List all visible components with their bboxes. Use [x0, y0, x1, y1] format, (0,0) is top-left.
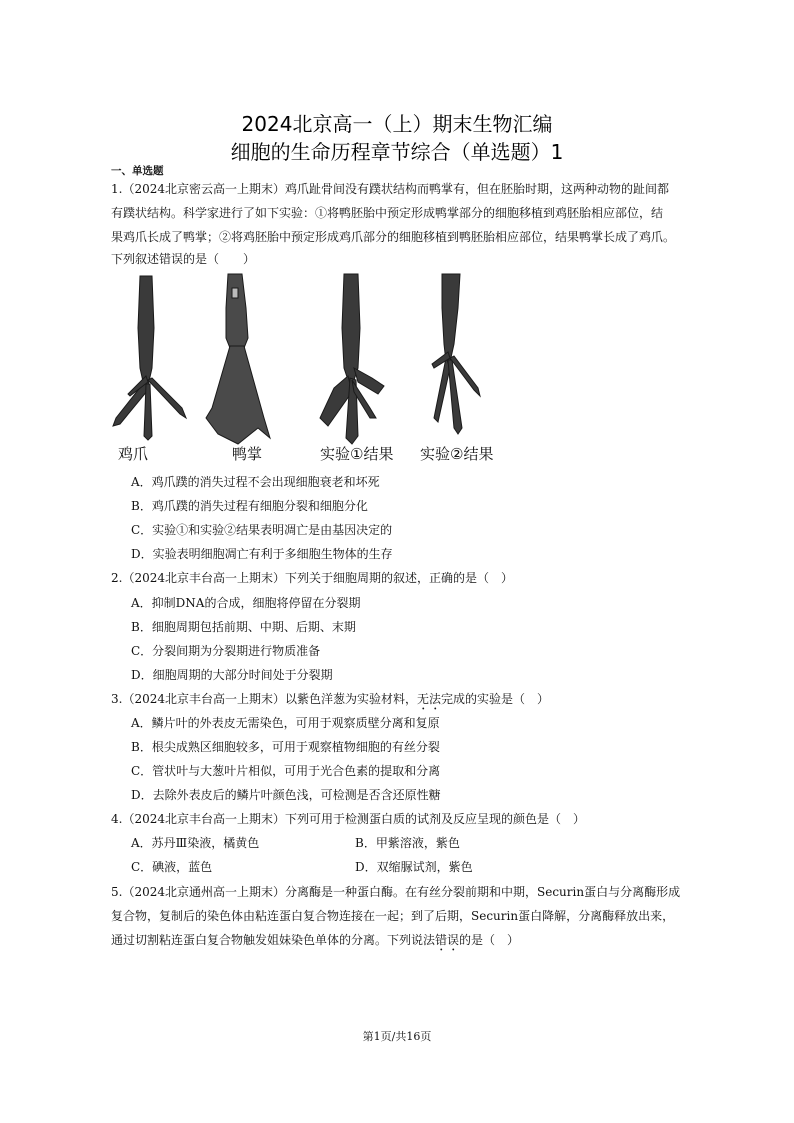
- q3-option-d: D．去除外表皮后的鳞片叶颜色浅，可检测是否含还原性糖: [131, 788, 441, 802]
- q5-stem-line3: [111, 931, 519, 954]
- q1-option-c: C．实验①和实验②结果表明凋亡是由基因决定的: [131, 523, 393, 537]
- q5-stem-line2: 复合物，复制后的染色体由粘连蛋白复合物连接在一起；到了后期，Securin蛋白降解，分离酶释放出来，: [111, 909, 675, 923]
- q1-stem-line2: 有蹼状结构。科学家进行了如下实验：①将鸭胚胎中预定形成鸭掌部分的细胞移植到鸡胚胎相应部位，结: [111, 206, 664, 220]
- q2-option-b: B．细胞周期包括前期、中期、后期、末期: [131, 620, 356, 634]
- q3-stem: [111, 690, 549, 713]
- figure-label-chicken: 鸡爪: [118, 445, 149, 463]
- figure-label-exp1: 实验①结果: [320, 445, 394, 463]
- q1-option-d: D．实验表明细胞凋亡有利于多细胞生物体的生存: [131, 547, 393, 561]
- q4-option-c: C．碘液，蓝色: [131, 860, 213, 874]
- q5-stem-post: 的是（ ）: [459, 933, 520, 947]
- q4-option-a: A．苏丹Ⅲ染液，橘黄色: [131, 836, 260, 850]
- q2-option-d: D．细胞周期的大部分时间处于分裂期: [131, 668, 333, 682]
- q1-option-b: B．鸡爪蹼的消失过程有细胞分裂和细胞分化: [131, 499, 368, 513]
- section-label: 一、单选题: [111, 165, 164, 177]
- q4-option-b: B．甲紫溶液，紫色: [355, 836, 460, 850]
- figure-label-exp2: 实验②结果: [420, 445, 494, 463]
- experiment2-result-image: [432, 274, 480, 434]
- q3-stem-pre: 3.（2024北京丰台高一上期末）以紫色洋葱为实验材料，: [111, 692, 417, 706]
- foot-comparison-figure: [108, 268, 508, 468]
- q3-option-b: B．根尖成熟区细胞较多，可用于观察植物细胞的有丝分裂: [131, 740, 440, 754]
- q5-stem-pre: 通过切割粘连蛋白复合物触发姐妹染色单体的分离。下列说法: [111, 933, 436, 947]
- experiment1-result-image: [320, 274, 384, 444]
- q3-option-a: A．鳞片叶的外表皮无需染色，可用于观察质壁分离和复原: [131, 716, 440, 730]
- q2-option-a: A．抑制DNA的合成，细胞将停留在分裂期: [131, 596, 361, 610]
- q5-stem-line1: 5.（2024北京通州高一上期末）分离酶是一种蛋白酶。在有丝分裂前期和中期，Securin蛋白与分离酶形成: [111, 885, 681, 899]
- q4-stem: 4.（2024北京丰台高一上期末）下列可用于检测蛋白质的试剂及反应呈现的颜色是（ ）: [111, 812, 585, 826]
- page-number: 第1页/共16页: [362, 1030, 432, 1043]
- q1-option-a: A．鸡爪蹼的消失过程不会出现细胞衰老和坏死: [131, 475, 380, 489]
- page-title-line2: 细胞的生命历程章节综合（单选题）1: [230, 140, 564, 164]
- chicken-foot-image: [113, 276, 186, 440]
- q1-stem-line1: 1.（2024北京密云高一上期末）鸡爪趾骨间没有蹼状结构而鸭掌有，但在胚胎时期，这两种动物的趾间都: [111, 182, 669, 196]
- q1-stem-line4: 下列叙述错误的是（ ）: [111, 252, 256, 266]
- duck-foot-image: [206, 274, 270, 444]
- q2-option-c: C．分裂间期为分裂期进行物质准备: [131, 644, 321, 658]
- figure-label-duck: 鸭掌: [232, 445, 263, 463]
- q1-stem-line3: 果鸡爪长成了鸭掌；②将鸡胚胎中预定形成鸡爪部分的细胞移植到鸭胚胎相应部位，结果鸭掌长成了鸡爪。: [111, 230, 676, 244]
- q3-stem-post: 完成的实验是（ ）: [441, 692, 550, 706]
- page-title-line1: 2024北京高一（上）期末生物汇编: [241, 112, 553, 136]
- q2-stem: 2.（2024北京丰台高一上期末）下列关于细胞周期的叙述，正确的是（ ）: [111, 571, 513, 585]
- q3-stem-emphasis: 无法: [417, 692, 442, 706]
- q3-option-c: C．管状叶与大葱叶片相似，可用于光合色素的提取和分离: [131, 764, 441, 778]
- q5-stem-emphasis: 错误: [435, 933, 460, 947]
- q4-option-d: D．双缩脲试剂，紫色: [355, 860, 473, 874]
